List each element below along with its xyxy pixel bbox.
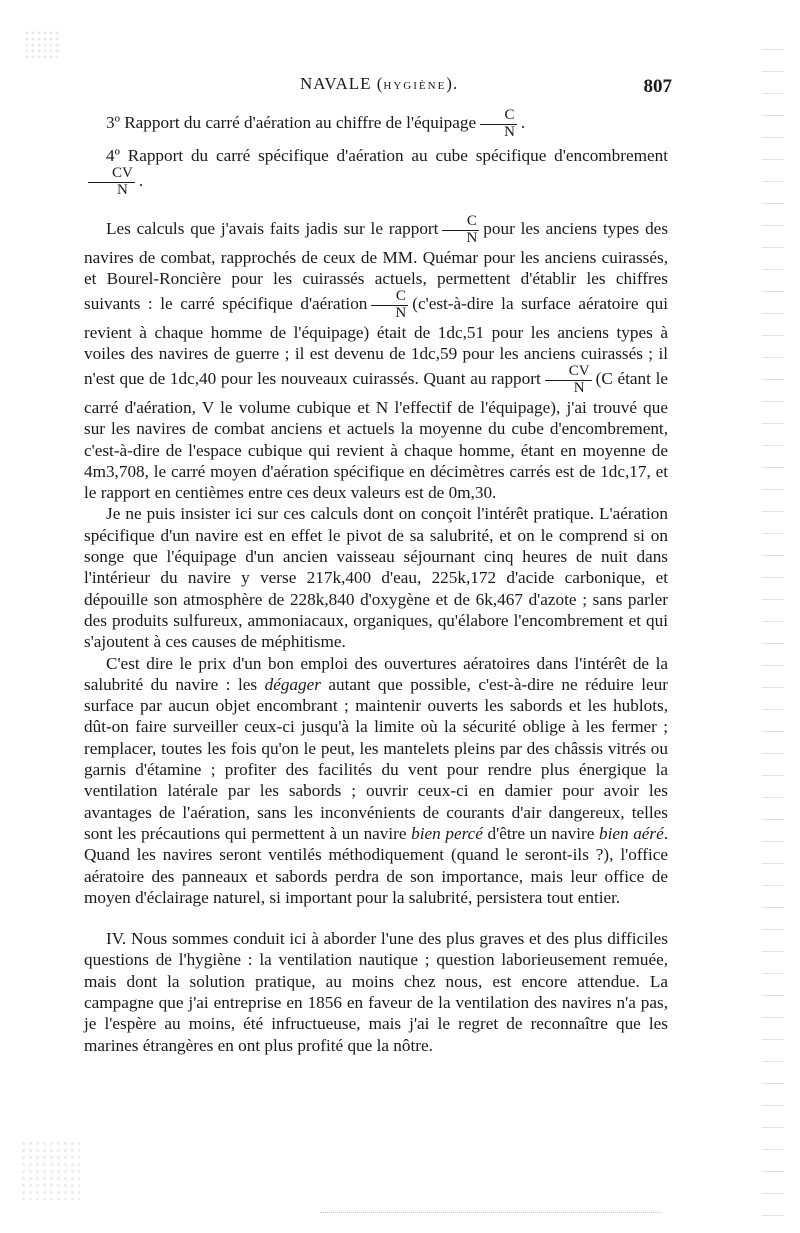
running-title-small: HYGIÈNE bbox=[383, 80, 447, 92]
fraction-denominator: N bbox=[466, 230, 478, 247]
fraction bbox=[371, 289, 408, 322]
paragraph-3-text-a: C'est dire le prix d'un bon emploi des ouvertures aératoires dans l'intérêt de la salubrité du navire : les bbox=[84, 653, 668, 694]
item-3-end: . bbox=[520, 113, 526, 133]
fraction-numerator: CV bbox=[88, 166, 135, 183]
fraction-numerator: C bbox=[442, 214, 479, 231]
paragraph-3-text-c: d'être un navire bbox=[487, 823, 595, 843]
fraction bbox=[442, 214, 479, 247]
fraction-denominator: N bbox=[395, 305, 407, 322]
page-body bbox=[84, 108, 668, 1056]
page-number: 807 bbox=[643, 76, 672, 97]
emphasis-bien-perce: bien percé bbox=[411, 823, 483, 843]
fraction bbox=[545, 364, 592, 397]
fraction-numerator: CV bbox=[545, 364, 592, 381]
margin-scan-marks bbox=[762, 40, 784, 1220]
paragraph-1-text-b: pour les anciens types des navires de combat, rapprochés de ceux de MM. Quémar pour les anciens cuirassés, et Bourel-Roncière pour les cuirassés actuels, permettent d'établir les chiffres suivants : le carré spécifique d'aération bbox=[84, 219, 669, 314]
fraction-numerator: C bbox=[480, 108, 517, 125]
paragraph-1-text-c: (c'est-à-dire la surface aératoire qui revient à chaque homme de l'équipage) était de 1dc,51 pour les anciens types à voiles des navires de guerre ; il est devenu de 1dc,59 pour les anciens cuirassés ; il n'est que de 1dc,40 pour les nouveaux cuirassés. Quant au rapport bbox=[84, 294, 668, 389]
fraction-numerator: C bbox=[371, 289, 408, 306]
running-header bbox=[80, 72, 680, 102]
paragraph-3-text-d: . Quand les navires seront ventilés méthodiquement (quand le seront-ils ?), l'office aératoire des panneaux et sabords perdra de son importance, mais leur office de moyen d'éclairage naturel, si important pour la salubrité, persistera tout entier. bbox=[84, 823, 669, 907]
running-title bbox=[300, 74, 458, 94]
item-4-end: . bbox=[138, 171, 144, 190]
footer-bleed-line bbox=[320, 1212, 660, 1214]
paragraph-1-text-a: Les calculs que j'avais faits jadis sur le rapport bbox=[106, 219, 439, 239]
list-item-3 bbox=[84, 108, 668, 141]
paragraph-3 bbox=[84, 653, 668, 909]
fraction-denominator: N bbox=[504, 123, 515, 140]
fraction-denominator: N bbox=[573, 380, 585, 397]
fraction-denominator: N bbox=[117, 181, 128, 198]
running-title-main: NAVALE ( bbox=[300, 74, 384, 93]
paragraph-3-text-b: autant que possible, c'est-à-dire ne réduire leur surface par aucun objet encombrant ; maintenir ouverts les sabords et les hublots, dût-on faire surveiller ceux-ci jusqu'à la limite où la sécurité oblige à les fermer ; remplacer, toutes les fois qu'on le peut, les mantelets pleins par des châssis vitrés ou garnis d'étamine ; profiter des facilités du vent pour rendre plus énergique la ventilation latérale par les sabords ; ouvrir ceux-ci en damier pour avoir les avantages de l'aération, sans les inconvénients de courants d'air dangereux, telles sont les précautions qui permettent à un navire bbox=[84, 674, 668, 843]
scan-smudge bbox=[20, 1140, 80, 1200]
fraction bbox=[480, 108, 517, 141]
item-3-text: 3º Rapport du carré d'aération au chiffre de l'équipage bbox=[106, 113, 477, 133]
emphasis-degager: dégager bbox=[264, 674, 321, 694]
item-4-text: 4º Rapport du carré spécifique d'aération au cube spécifique d'encombrement bbox=[106, 145, 668, 165]
paragraph-1-text-d: (C étant le carré d'aération, V le volume cubique et N l'effectif de l'équipage), j'ai trouvé que sur les navires de combat anciens et actuels la moyenne du cube d'encombrement, c'est-à-dire de l'espace cubique qui revient à chaque homme, étant en moyenne de 4m3,708, le carré moyen d'aération spécifique en décimètres carrés est de 1dc,17, et le rapport en centièmes entre ces deux valeurs est de 0m,30. bbox=[84, 369, 668, 503]
emphasis-bien-aere: bien aéré bbox=[598, 823, 664, 843]
paragraph-2: Je ne puis insister ici sur ces calculs dont on conçoit l'intérêt pratique. L'aération spécifique d'un navire est en effet le pivot de sa salubrité, et on le comprend si on songe que l'équipage d'un ancien vaisseau séjournant cinq heures de nuit dans l'intérieur du navire y verse 217k,400 d'eau, 225k,172 d'acide carbonique, et dépouille son atmosphère de 228k,840 d'oxygène et de 6k,467 d'azote ; sans parler des produits sulfureux, ammoniacaux, organiques, qu'élabore l'encombrement et qui s'ajoutent à ces causes de méphitisme. bbox=[84, 504, 668, 652]
paragraph-4: IV. Nous sommes conduit ici à aborder l'une des plus graves et des plus difficiles questions de l'hygiène : la ventilation nautique ; question laborieusement remuée, mais dont la solution pratique, au moins chez nous, est encore attendue. La campagne que j'ai entreprise en 1856 en faveur de la ventilation des navires n'a pas, je l'espère au moins, été infructueuse, mais j'ai le regret de reconnaître que les marines étrangères en ont plus profité que la nôtre. bbox=[84, 929, 668, 1055]
paragraph-1 bbox=[84, 214, 668, 503]
fraction bbox=[88, 166, 135, 199]
scan-smudge bbox=[24, 30, 60, 58]
running-title-end: ). bbox=[446, 74, 459, 93]
list-item-4 bbox=[84, 145, 668, 199]
